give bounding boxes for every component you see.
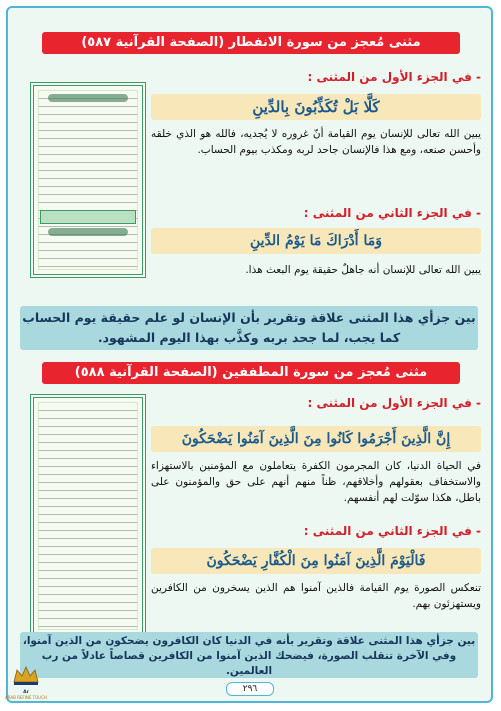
section2-part1-label: - في الجزء الأول من المثنى : xyxy=(307,396,481,410)
section2-part1-verse: إِنَّ الَّذِينَ أَجْرَمُوا كَانُوا مِنَ الَّذِينَ آمَنُوا يَضْحَكُونَ xyxy=(151,426,481,452)
mushaf-text-lines xyxy=(38,90,138,270)
section1-header: مثنى مُعجز من سورة الانفطار (الصفحة القرآنية ٥٨٧) xyxy=(42,32,460,54)
bismillah-ornament xyxy=(48,228,128,236)
section2-part2-text: تنعكس الصورة يوم القيامة فالذين آمنوا هم الذين يسخرون من الكافرين ويستهزئون بهم. xyxy=(151,582,481,610)
page-number: ٢٩٦ xyxy=(226,682,274,696)
section1-part2-verse: وَمَا أَدْرَاكَ مَا يَوْمُ الدِّينِ xyxy=(151,228,481,254)
section2-conclusion: بين جزأي هذا المثنى علاقة وتقرير بأنه في الدنيا كان الكافرون يضحكون من الذين آمنوا، وفي الآخرة تنقلب الصورة، فيضحك الذين آمنوا من الكافرين قصاصاً عادلاً من رب العالمين. xyxy=(20,632,478,678)
mushaf-page-image-587 xyxy=(30,82,146,278)
crown-logo-icon xyxy=(11,664,41,686)
section1-part2-text: يبين الله تعالى للإنسان أنه جاهلٌ حقيقة يوم البعث هذا. xyxy=(245,264,481,276)
section1-part1-text: يبين الله تعالى للإنسان يوم القيامة أنّ غروره لا يُجديه، فالله هو الذي خلقه وأحسن صنعه، ومع هذا فالإنسان جاحد لربه ومكذب بيوم الحساب. xyxy=(151,128,481,156)
section1-part1-verse: كَلَّا بَلْ تُكَذِّبُونَ بِالدِّينِ xyxy=(151,94,481,120)
publisher-logo xyxy=(4,664,48,704)
logo-mark: Ar xyxy=(23,690,29,695)
section1-conclusion: بين جزأي هذا المثنى علاقة وتقرير بأن الإنسان لو علم حقيقة يوم الحساب كما يجب، لما جحد بربه وكذَّب بهذا اليوم المشهود. xyxy=(20,306,478,350)
mushaf-text-lines xyxy=(38,402,138,630)
surah-title-band xyxy=(40,210,136,224)
section2-header: مثنى مُعجز من سورة المطففين (الصفحة القرآنية ٥٨٨) xyxy=(42,362,460,384)
bismillah-ornament xyxy=(48,94,128,102)
section2-part1-text: في الحياة الدنيا، كان المجرمون الكفرة يتعاملون مع المؤمنين بالاستهزاء والاستخفاف بعقولهم وأخلاقهم، ظناً منهم أنهم على حق والمؤمنون على باطل، هكذا سوّلت لهم أنفسهم. xyxy=(151,460,481,504)
section1-part2-label: - في الجزء الثاني من المثنى : xyxy=(303,206,481,220)
section2-part2-label: - في الجزء الثاني من المثنى : xyxy=(303,524,481,538)
section1-part1-label: - في الجزء الأول من المثنى : xyxy=(307,70,481,84)
logo-name: ARAB REFINE TOUCH xyxy=(4,695,47,700)
section2-part2-verse: فَالْيَوْمَ الَّذِينَ آمَنُوا مِنَ الْكُفَّارِ يَضْحَكُونَ xyxy=(151,548,481,574)
mushaf-page-image-588 xyxy=(30,394,146,638)
